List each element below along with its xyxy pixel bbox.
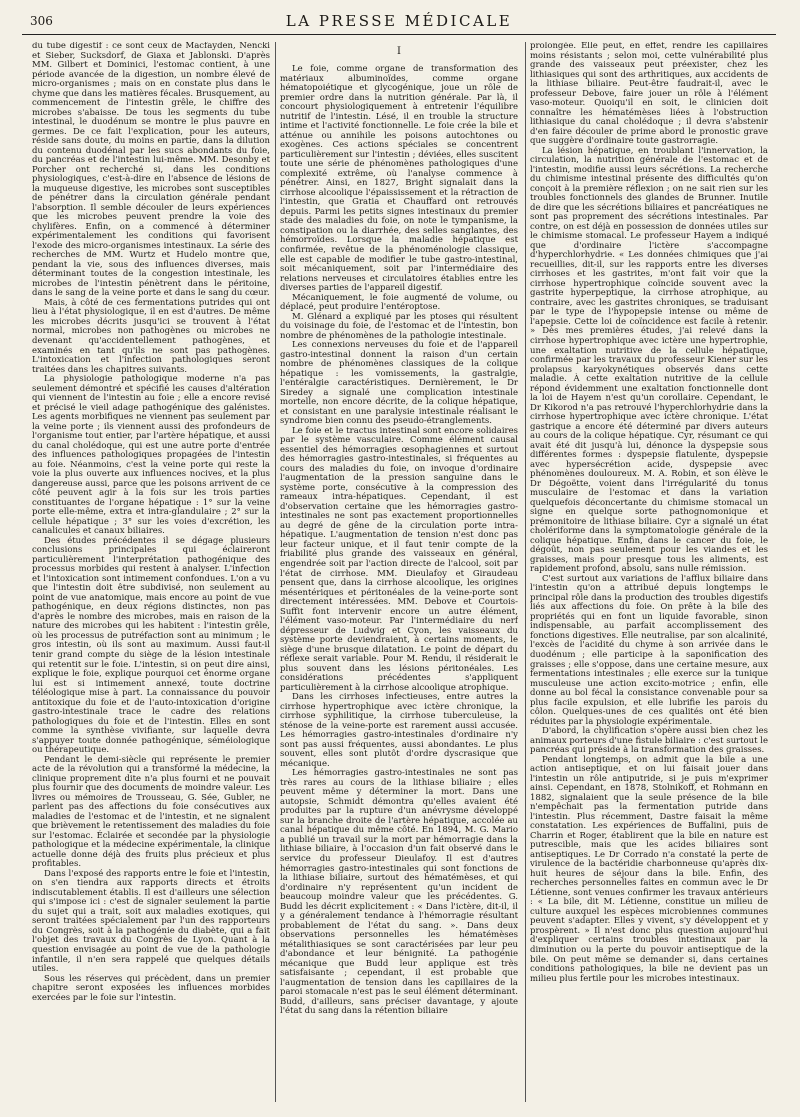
paragraph: Les connexions nerveuses du foie et de l'appareil gastro-intestinal donnent la raison d'un certain nombre de phénomènes classiques de la colique hépatique : les vomissements, la gastralgie, l'entéralgie caractéristiques. Dernièrement, le Dr Siredey a signalé une complication intestinale mortelle, non encore décrite, de la colique hépatique, et consistant en une paralysie intestinale réalisant le syndrome bien connu des pseudo-étranglements. — [280, 340, 518, 427]
header-rule — [22, 34, 776, 35]
paragraph: C'est surtout aux variations de l'afflux biliaire dans l'intestin qu'on a attribué depuis longtemps le principal rôle dans la production des troubles digestifs liés aux affections du foie. On prête à la bile des propriétés qui en font un liquide favorable, sinon indispensable, au parfait accomplissement des fonctions digestives. Elle neutralise, par son alcalinité, l'excès de l'acidité du chyme à son arrivée dans le duodénum ; elle participe à la saponification des graisses ; elle s'oppose, dans une certaine mesure, aux fermentations intestinales ; elle exerce sur la tunique musculeuse une action excito-motrice ; enfin, elle donne au bol fécal la consistance convenable pour sa plus facile expulsion, et elle lubrifie les parois du côlon. Quelques-unes de ces qualités ont été bien réduites par la physiologie expérimentale. — [530, 573, 768, 727]
paragraph: Sous les réserves qui précèdent, dans un premier chapitre seront exposées les influences morbides exercées par le foie sur l'intestin. — [32, 973, 270, 1003]
section-heading: I — [397, 46, 401, 57]
paragraph: Mais, à côté de ces fermentations putrides qui ont lieu à l'état physiologique, il en est d'autres. De même les microbes décrits jusqu'ici se trouvent à l'état normal, microbes non pathogènes ou microbes ne devenant qu'accidentellement pathogènes, et examinés en tant qu'ils ne sont pas pathogènes. L'intoxication et l'infection pathologiques seront traitées dans les chapitres suivants. — [32, 297, 270, 375]
paragraph: D'abord, la chylification s'opère aussi bien chez les animaux porteurs d'une fistule biliaire : c'est surtout le pancréas qui préside à la transformation des graisses. — [530, 726, 768, 756]
paragraph: prolongée. Elle peut, en effet, rendre les capillaires moins résistants ; selon moi, cette vulnérabilité plus grande des vaisseaux peut préexister, chez les lithiasiques qui sont des arthritiques, aux accidents de la lithiase biliaire. Peut-être faudrait-il, avec le professeur Debove, faire jouer un rôle à l'élément vaso-moteur. Quoiqu'il en soit, le clinicien doit connaître les hématémèses liées à l'obstruction lithiasique du canal cholédoque ; il devra s'abstenir d'en faire découler de prime abord le pronostic grave que suggère d'ordinaire toute gastrorragie. — [530, 42, 768, 147]
paragraph: Le foie et le tractus intestinal sont encore solidaires par le système vasculaire. Comme élément causal essentiel des hémorragies œsophagiennes et surtout des hémorragies gastro-intestinales, si fréquentes au cours des maladies du foie, on invoque d'ordinaire l'augmentation de la pression sanguine dans le système porte, consécutive à la compression des rameaux intra-hépatiques. Cependant, il est d'observation certaine que les hémorragies gastro-intestinales ne sont pas exactement proportionnelles au degré de gêne de la circulation porte intra-hépatique. L'augmentation de tension n'est donc pas leur facteur unique, et il faut tenir compte de la friabilité plus grande des vaisseaux en général, engendrée soit par l'action directe de l'alcool, soit par l'état de cirrhose. MM. Dieulafoy et Giraudeau pensent que, dans la cirrhose alcoolique, les origines mésentériques et péritonéales de la veine-porte sont directement intéressées. MM. Debove et Courtois-Suffit font intervenir encore un autre élément, l'élément vaso-moteur. Par l'intermédiaire du nerf dépresseur de Ludwig et Cyon, les vaisseaux du système porte deviendraient, à certains moments, le siège d'une brusque dilatation. Le point de départ du réflexe serait variable. Pour M. Rendu, il résiderait le plus souvent dans les lésions péritonéales. Les considérations précédentes s'appliquent particulièrement à la cirrhose alcoolique atrophique. — [280, 425, 518, 693]
paragraph: Mécaniquement, le foie augmenté de volume, ou déplacé, peut produire l'entéroptose. — [280, 292, 518, 313]
column-divider — [525, 42, 526, 1102]
paragraph: La lésion hépatique, en troublant l'innervation, la circulation, la nutrition générale de l'estomac et de l'intestin, modifie aussi leurs sécrétions. La recherche du chimisme intestinal présente des difficultés qu'on conçoit à la première réflexion ; on ne sait rien sur les troubles fonctionnels des glandes de Brunner. Inutile de dire que les sécrétions biliaires et pancréatiques ne sont pas proprement des sécrétions intestinales. Par contre, on est déjà en possession de données utiles sur le chimisme stomacal. Le professeur Hayem a indiqué que d'ordinaire l'ictère s'accompagne d'hyperchlorhydrie. « Les données chimiques que j'ai recueillies, dit-il, sur les rapports entre les diverses cirrhoses et les gastrites, m'ont fait voir que la cirrhose hypertrophique coïncide souvent avec la gastrite hyperpeptique, la cirrhose atrophique, au contraire, avec les gastrites chroniques, se traduisant par le type de l'hypopepsie intense ou même de l'apepsie. Cette loi de coïncidence est facile à retenir. » Dès mes premières études, j'ai relevé dans la cirrhose hypertrophique avec ictère une hypertrophie, une exaltation nutritive de la cellule hépatique, confirmée par les travaux du professeur Kiener sur les prolapsus karyokynétiques observés dans cette maladie. À cette exaltation nutritive de la cellule répond évidemment une exaltation fonctionnelle dont la loi de Hayem n'est qu'un corollaire. Cependant, le Dr Kikorod n'a pas retrouvé l'hyperchlorhydrie dans la cirrhose hypertrophique avec ictère chronique. L'état gastrique a encore été déterminé par divers auteurs au cours de la colique hépatique. Cyr, résumant ce qui avait été dit jusqu'à lui, dénonce la dyspepsie sous différentes formes : dyspepsie flatulente, dyspepsie avec hypersécrétion acide, dyspepsie avec phénomènes douloureux. M. A. Robin, et son élève le Dr Dégoëtte, voient dans l'irrégularité du tonus musculaire de l'estomac et dans la variation quelquefois déconcertante du chimisme stomacal un signe en quelque sorte pathognomonique et prémonitoire de lithiase biliaire. Cyr a signalé un état cholériforme dans la symptomatologie générale de la colique hépatique. Enfin, dans le cancer du foie, le dégoût, non pas seulement pour les viandes et les graisses, mais pour presque tous les aliments, est rapidement profond, absolu, sans nulle rémission. — [530, 145, 768, 575]
paragraph: Dans les cirrhoses infectieuses, entre autres la cirrhose hypertrophique avec ictère chronique, la cirrhose syphilitique, la cirrhose tuberculeuse, la sténose de la veine-porte est rarement aussi accusée. Les hémorragies gastro-intestinales d'ordinaire n'y sont pas aussi fréquentes, aussi abondantes. Le plus souvent, elles sont plutôt d'ordre dyscrasique que mécanique. — [280, 692, 518, 769]
text-column-right — [530, 42, 768, 1102]
paragraph: Dans l'exposé des rapports entre le foie et l'intestin, on s'en tiendra aux rapports directs et étroits indiscutablement établis. Il est d'ailleurs une sélection qui s'impose ici : c'est de signaler seulement la partie du sujet qui a trait, soit aux maladies exotiques, qui seront traitées spécialement par l'un des rapporteurs du Congrès, soit à la pathogénie du diabète, qui a fait l'objet des travaux du Congrès de Lyon. Quant à la question envisagée au point de vue de la pathologie infantile, il n'en sera rappelé que quelques détails utiles. — [32, 868, 270, 975]
page-number: 306 — [30, 14, 53, 28]
paragraph: La physiologie pathologique moderne n'a pas seulement démontré et spécifié les causes d'altération qui viennent de l'intestin au foie ; elle a encore revisé et précisé le vieil adage pathogénique des galénistes. Les agents morbifiques ne viennent pas seulement par la veine porte ; ils viennent aussi des profondeurs de l'organisme tout entier, par l'artère hépatique, et aussi du canal cholédoque, qui est une autre porte d'entrée des influences pathologiques propagées de l'intestin au foie. Néanmoins, c'est la veine porte qui reste la voie la plus ouverte aux influences nocives, et la plus dangereuse aussi, parce que les poisons arrivent de ce côté peuvent agir à la fois sur les trois parties constituantes de l'organe hépatique : 1° sur la veine porte elle-même, extra et intra-glandulaire ; 2° sur la cellule hépatique ; 3° sur les voies d'excrétion, les canalicules et canaux biliaires. — [32, 374, 270, 537]
paragraph: Pendant le demi-siècle qui représente le premier acte de la révolution qui a transformé la médecine, la clinique proprement dite n'a plus fourni et ne pouvait plus fournir que des documents de moindre valeur. Les livres ou mémoires de Trousseau, G. Sée, Gubler, ne parlent pas des affections du foie consécutives aux maladies de l'estomac et de l'intestin, et ne signalent que brièvement le retentissement des maladies du foie sur l'estomac. Éclairée et secondée par la physiologie pathologique et la médecine expérimentale, la clinique actuelle donne déjà des fruits plus précieux et plus profitables. — [32, 754, 270, 870]
page-header — [22, 12, 776, 32]
text-column-middle — [280, 42, 518, 1102]
paragraph: du tube digestif : ce sont ceux de Macfayden, Nencki et Sieber, Sucksdorf, de Giaxa et Jablonski. D'après MM. Gilbert et Dominici, l'estomac contient, à une période avancée de la digestion, un nombre élevé de micro-organismes ; mais on en constate plus dans le chyme que dans les matières fécales. Brusquement, au commencement de l'intestin grêle, le chiffre des microbes s'abaisse. De tous les segments du tube intestinal, le duodénum se montre le plus pauvre en germes. De ce fait l'explication, pour les auteurs, réside sans doute, du moins en partie, dans la dilution du contenu duodénal par les sucs abondants du foie, du pancréas et de l'intestin lui-même. MM. Desonby et Porcher ont recherché si, dans les conditions physiologiques, c'est-à-dire en l'absence de lésions de la muqueuse digestive, les microbes sont susceptibles de pénétrer dans la circulation générale pendant l'absorption. Il semble découler de leurs expériences que les microbes peuvent prendre la voie des chylifères. Enfin, on a commencé à déterminer expérimentalement les conditions qui favorisent l'exode des micro-organismes intestinaux. La série des recherches de MM. Wurtz et Hudelo montre que, pendant la vie, sous des influences diverses, mais déterminant toutes de la congestion intestinale, les microbes de l'intestin pénètrent dans le péritoine, dans le sang de la veine porte et dans le sang du cœur. — [32, 42, 270, 299]
paragraph: Le foie, comme organe de transformation des matériaux albuminoïdes, comme organe hématopoiétique et glycogénique, joue un rôle de premier ordre dans la nutrition générale. Par là, il concourt physiologiquement à entretenir l'équilibre nutritif de l'intestin. Lésé, il en trouble la structure intime et l'activité fonctionnelle. Le foie crée la bile et atténue ou annihile les poisons autochtones ou exogènes. Ces actions spéciales se concentrent particulièrement sur l'intestin ; déviées, elles suscitent toute une série de phénomènes pathologiques d'une complexité extrême, où l'analyse commence à pénétrer. Ainsi, en 1827, Bright signalait dans la cirrhose alcoolique l'épaississement et la rétraction de l'intestin, que Gratia et Chauffard ont retrouvés depuis. Parmi les petits signes intestinaux du premier stade des maladies du foie, on note le tympanisme, la constipation ou la diarrhée, des selles sanglantes, des hémorroïdes. Lorsque la maladie hépatique est confirmée, revêtue de la phénoménologie classique, elle est capable de modifier le tube gastro-intestinal, soit mécaniquement, soit par l'intermédiaire des relations nerveuses et circulatoires établies entre les diverses parties de l'appareil digestif. — [280, 64, 518, 294]
paragraph: Pendant longtemps, on admit que la bile a une action antiseptique, et on lui faisait jouer dans l'intestin un rôle antiputride, si je puis m'exprimer ainsi. Cependant, en 1878, Stolnikoff, et Rohmann en 1882, signalaient que la seule présence de la bile n'empêchait pas la fermentation putride dans l'intestin. Plus récemment, Dastre faisait la même constatation. Les expériences de Buffalini, puis de Charrin et Roger, établirent que la bile en nature est putrescible, mais que les acides biliaires sont antiseptiques. Le Dr Corrado n'a constaté la perte de virulence de la bactéridie charbonneuse qu'après dix-huit heures de séjour dans la bile. Enfin, des recherches personnelles faites en commun avec le Dr Létienne, sont venues confirmer les travaux antérieurs : « La bile, dit M. Létienne, constitue un milieu de culture auxquel les espèces microbiennes communes peuvent s'adapter. Elles y vivent, s'y développent et y prospèrent. » Il n'est donc plus question aujourd'hui d'expliquer certains troubles intestinaux par la diminution ou la perte du pouvoir antiseptique de la bile. On peut même se demander si, dans certaines conditions pathologiques, la bile ne devient pas un milieu plus fertile pour les microbes intestinaux. — [530, 754, 768, 984]
paragraph: M. Glénard a expliqué par les ptoses qui résultent du voisinage du foie, de l'estomac et de l'intestin, bon nombre de phénomènes de la pathologie intestinale. — [280, 311, 518, 341]
column-divider — [275, 42, 276, 1102]
text-column-left — [32, 42, 270, 1102]
journal-title: LA PRESSE MÉDICALE — [285, 12, 513, 30]
paragraph: Des études précédentes il se dégage plusieurs conclusions principales qui éclaireront particulièrement l'interprétation pathogénique des processus morbides qui restent à analyser. L'infection et l'intoxication sont intimement confondues. L'on a vu que l'intestin doit être subdivisé, non seulement au point de vue anatomique, mais encore au point de vue pathogénique, en deux régions distinctes, non pas d'après le nombre des microbes, mais en raison de la nature des microbes qui les habitent : l'intestin grêle, où les processus de putréfaction sont au minimum ; le gros intestin, où ils sont au maximum. Aussi faut-il tenir grand compte du siège de la lésion intestinale qui retentit sur le foie. L'intestin, si on peut dire ainsi, explique le foie, explique pourquoi cet énorme organe lui est si intimement annexé, toute doctrine téléologique mise à part. La connaissance du pouvoir antitoxique du foie et de l'auto-intoxication d'origine gastro-intestinale trace le cadre des relations pathologiques du foie et de l'intestin. Elles en sont comme la synthèse vivifiante, sur laquelle devra s'appuyer toute donnée pathogénique, séméiologique ou thérapeutique. — [32, 535, 270, 756]
paragraph: Les hémorragies gastro-intestinales ne sont pas très rares au cours de la lithiase biliaire ; elles peuvent même y déterminer la mort. Dans une autopsie, Schmidt démontra qu'elles avaient été produites par la rupture d'un anévrysme développé sur la branche droite de l'artère hépatique, accolée au canal hépatique du même côté. En 1894, M. G. Mario a publié un travail sur la mort par hémorragie dans la lithiase biliaire, à l'occasion d'un fait observé dans le service du professeur Dieulafoy. Il est d'autres hémorragies gastro-intestinales qui sont fonctions de la lithiase biliaire, surtout des hématémèses, et qui d'ordinaire n'y représentent qu'un incident de beaucoup moindre valeur que les précédentes. G. Budd les décrit explicitement : « Dans l'ictère, dit-il, il y a généralement tendance à l'hémorragie résultant probablement de l'état du sang. ». Dans deux observations personnelles les hématémèses métalithiasiques se sont caractérisées par leur peu d'abondance et leur bénignité. La pathogénie mécanique que Budd leur applique est très satisfaisante ; cependant, il est probable que l'augmentation de tension dans les capillaires de la paroi stomacale n'est pas le seul élément déterminant. Budd, d'ailleurs, sans préciser davantage, y ajoute l'état du sang dans la rétention biliaire — [280, 768, 518, 1017]
